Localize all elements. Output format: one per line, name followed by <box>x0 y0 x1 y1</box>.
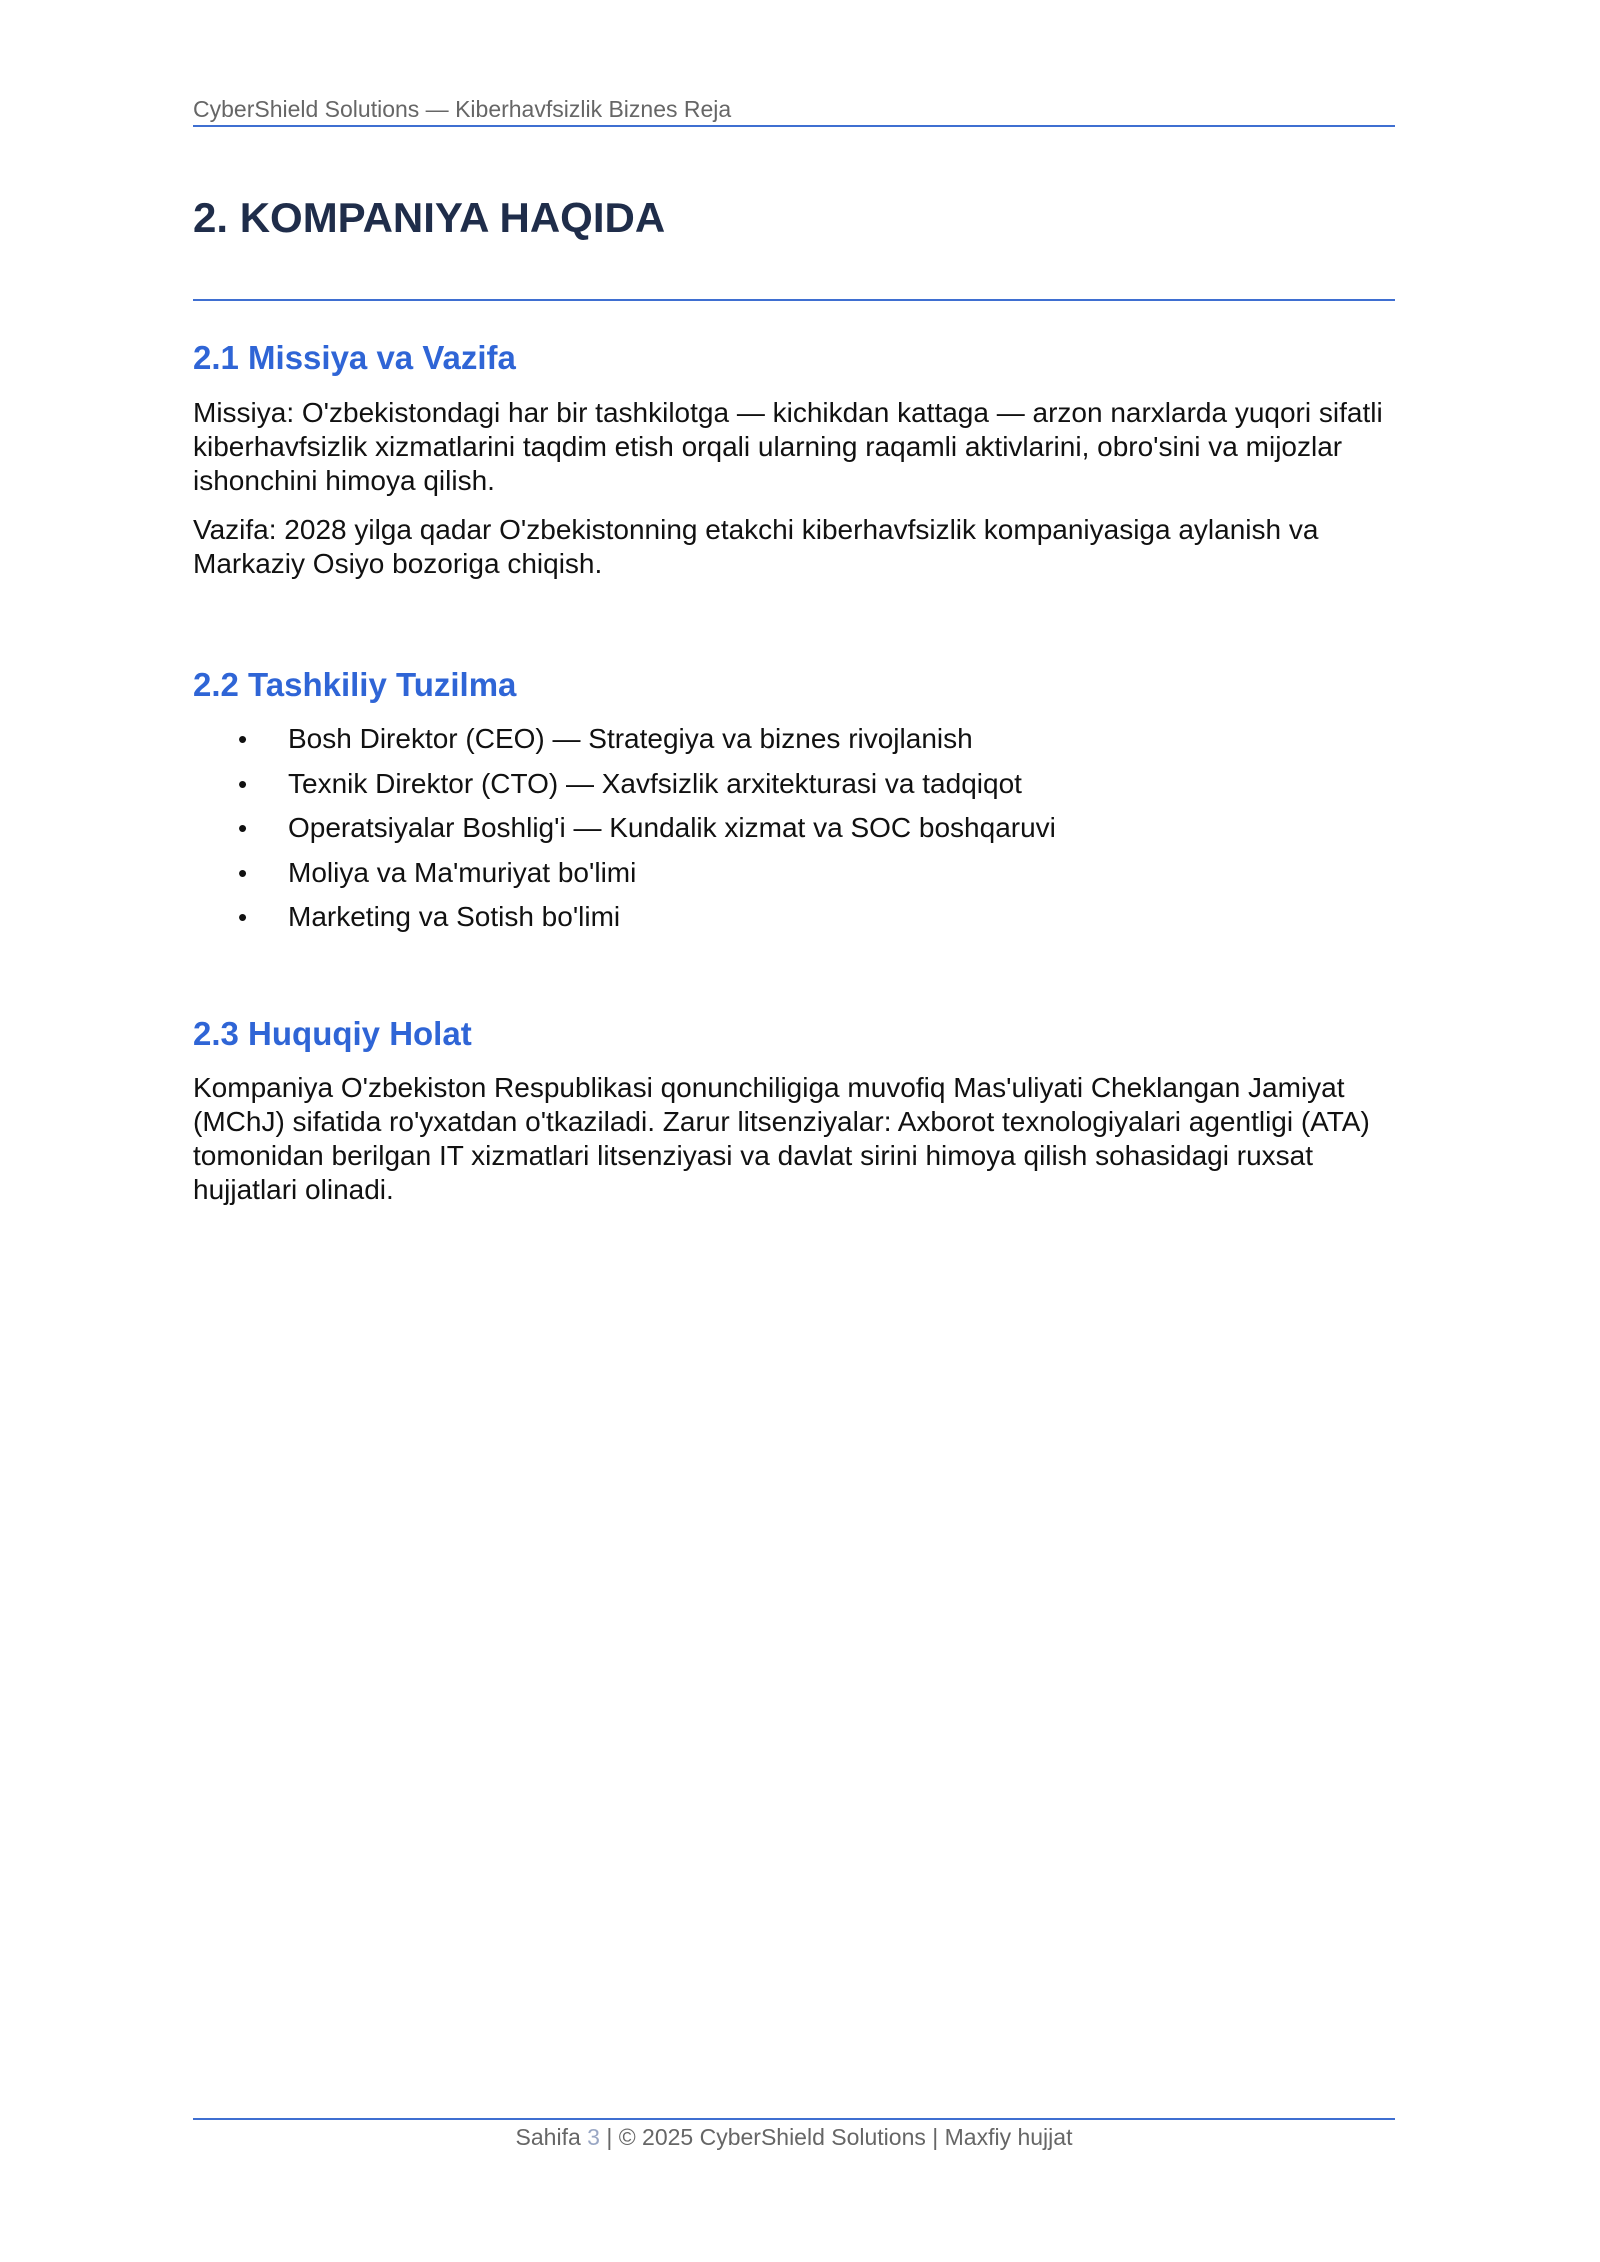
footer-copyright: | © 2025 CyberShield Solutions | Maxfiy hujjat <box>599 2124 1073 2150</box>
list-item-text: Moliya va Ma'muriyat bo'limi <box>288 856 637 888</box>
list-item-text: Bosh Direktor (CEO) — Strategiya va biznes rivojlanish <box>288 723 973 754</box>
footer-page-label: Sahifa <box>515 2124 581 2150</box>
bullet-marker: • <box>238 724 248 754</box>
bullet-marker: • <box>238 857 248 888</box>
org-structure-list <box>193 722 1395 945</box>
list-item-text: Texnik Direktor (CTO) — Xavfsizlik arxitekturasi va tadqiqot <box>288 767 1022 799</box>
running-header: CyberShield Solutions — Kiberhavfsizlik Biznes Reja <box>193 96 732 122</box>
section-title-legal: 2.3 Huquqiy Holat <box>193 1015 472 1052</box>
header-divider <box>193 125 1395 127</box>
list-item <box>193 856 1395 901</box>
list-item <box>193 767 1395 812</box>
section-title-mission: 2.1 Missiya va Vazifa <box>193 339 516 376</box>
section-title-structure: 2.2 Tashkiliy Tuzilma <box>193 666 517 703</box>
legal-status-paragraph: Kompaniya O'zbekiston Respublikasi qonunchiligiga muvofiq Mas'uliyati Cheklangan Jamiyat (MChJ) sifatida ro'yxatdan o'tkaziladi. Zarur litsenziyalar: Axborot texnologiyalari agentligi (ATA) tomonidan berilgan IT xizmatlari litsenziyasi va davlat sirini himoya qilish sohasidagi ruxsat hujjatlari olinadi. <box>193 1072 1370 1205</box>
mission-paragraph: Missiya: O'zbekistondagi har bir tashkilotga — kichikdan kattaga — arzon narxlarda yuqori sifatli kiberhavfsizlik xizmatlarini taqdim etish orqali ularning raqamli aktivlarini, obro'sini va mijozlar ishonchini himoya qilish. <box>193 397 1383 496</box>
list-item-text: Marketing va Sotish bo'limi <box>288 901 621 932</box>
page-footer <box>193 2122 1395 2152</box>
list-item-text: Operatsiyalar Boshlig'i — Kundalik xizmat va SOC boshqaruvi <box>288 812 1056 843</box>
footer-divider <box>193 2118 1395 2120</box>
chapter-divider <box>193 299 1395 301</box>
vision-paragraph: Vazifa: 2028 yilga qadar O'zbekistonning etakchi kiberhavfsizlik kompaniyasiga aylanish va Markaziy Osiyo bozoriga chiqish. <box>193 514 1319 579</box>
list-item <box>193 900 1395 945</box>
bullet-marker: • <box>238 902 248 932</box>
list-item <box>193 811 1395 856</box>
list-item <box>193 722 1395 767</box>
bullet-marker: • <box>238 813 248 843</box>
chapter-title: 2. KOMPANIYA HAQIDA <box>193 194 666 241</box>
footer-page-number: 3 <box>587 2124 600 2150</box>
bullet-marker: • <box>238 768 248 799</box>
